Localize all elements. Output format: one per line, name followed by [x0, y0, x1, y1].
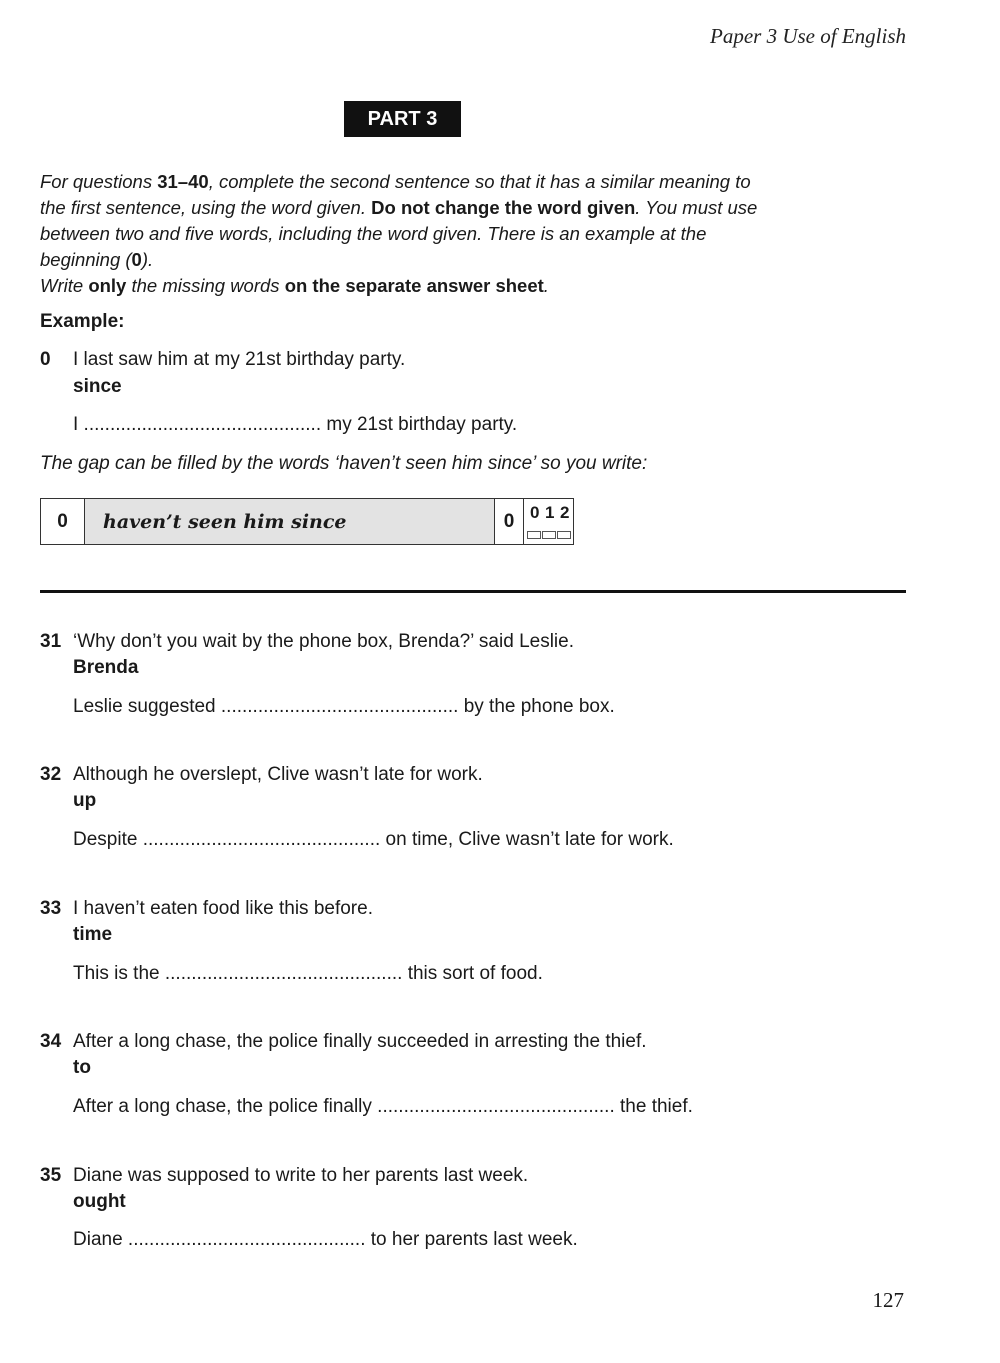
question-35 — [40, 1165, 528, 1187]
question-number: 31 — [40, 631, 62, 652]
question-gap-sentence: Leslie suggested ............................................. by the phone box. — [73, 696, 615, 717]
question-number: 33 — [40, 898, 62, 919]
section-divider — [40, 590, 906, 593]
question-gap-sentence: Diane ............................................. to her parents last week. — [73, 1229, 578, 1250]
question-31 — [40, 631, 574, 653]
mark-checkbox — [542, 531, 556, 539]
question-keyword: ought — [73, 1191, 126, 1212]
instructions-emphasis: on the separate answer sheet — [284, 275, 544, 296]
question-number: 32 — [40, 764, 62, 785]
question-sentence: Although he overslept, Clive wasn’t late for work. — [73, 764, 483, 785]
instructions-text: . You must use between two and five words, including the word given. There is an example at the beginning ( — [40, 197, 758, 270]
mark-label: 2 — [560, 503, 570, 522]
question-gap-sentence: This is the ............................................. this sort of food. — [73, 963, 543, 984]
example-ref: 0 — [131, 249, 142, 270]
part-badge: PART 3 — [344, 101, 461, 137]
answer-box-number-2: 0 — [495, 499, 524, 544]
example-answer-box — [40, 498, 574, 545]
instructions-text: For questions — [40, 171, 158, 192]
mark-checkbox — [557, 531, 571, 539]
example-number: 0 — [40, 349, 51, 370]
answer-box-answer: haven’t seen him since — [85, 499, 495, 544]
instructions-emphasis: Do not change the word given — [371, 197, 636, 218]
question-sentence: Diane was supposed to write to her parents last week. — [73, 1165, 529, 1186]
example-sentence — [40, 349, 405, 371]
question-32 — [40, 764, 483, 786]
question-keyword: to — [73, 1057, 91, 1078]
example-sentence-text: I last saw him at my 21st birthday party. — [73, 349, 406, 370]
instructions-text: ). — [141, 249, 154, 270]
question-keyword: Brenda — [73, 657, 139, 678]
instructions — [40, 169, 760, 299]
mark-label: 1 — [545, 503, 555, 522]
question-gap-sentence: After a long chase, the police finally ............................................. the thief. — [73, 1096, 693, 1117]
example-label: Example: — [40, 311, 125, 332]
instructions-text: , complete the second sentence so that it has a similar meaning to the first sentence, using the word given. — [40, 171, 751, 218]
mark-label: 0 — [530, 503, 540, 522]
question-gap-sentence: Despite ............................................. on time, Clive wasn’t late for work. — [73, 829, 674, 850]
answer-box-number: 0 — [41, 499, 85, 544]
question-sentence: I haven’t eaten food like this before. — [73, 898, 373, 919]
example-gap-sentence: I ............................................. my 21st birthday party. — [73, 414, 518, 435]
question-34 — [40, 1031, 647, 1053]
instructions-text: Write — [40, 275, 89, 296]
mark-checkbox — [527, 531, 541, 539]
example-keyword: since — [73, 376, 122, 397]
question-sentence: ‘Why don’t you wait by the phone box, Brenda?’ said Leslie. — [73, 631, 574, 652]
question-keyword: up — [73, 790, 97, 811]
question-number: 35 — [40, 1165, 62, 1186]
page-number: 127 — [872, 1288, 904, 1312]
answer-box-marks — [524, 499, 572, 544]
question-number: 34 — [40, 1031, 62, 1052]
question-range: 31–40 — [157, 171, 209, 192]
instructions-text: the missing words — [126, 275, 285, 296]
question-keyword: time — [73, 924, 113, 945]
example-note: The gap can be filled by the words ‘haven’t seen him since’ so you write: — [40, 453, 648, 474]
question-sentence: After a long chase, the police finally succeeded in arresting the thief. — [73, 1031, 647, 1052]
paper-title: Paper 3 Use of English — [710, 24, 906, 48]
question-33 — [40, 898, 373, 920]
instructions-emphasis: only — [88, 275, 127, 296]
instructions-text: . — [543, 275, 549, 296]
